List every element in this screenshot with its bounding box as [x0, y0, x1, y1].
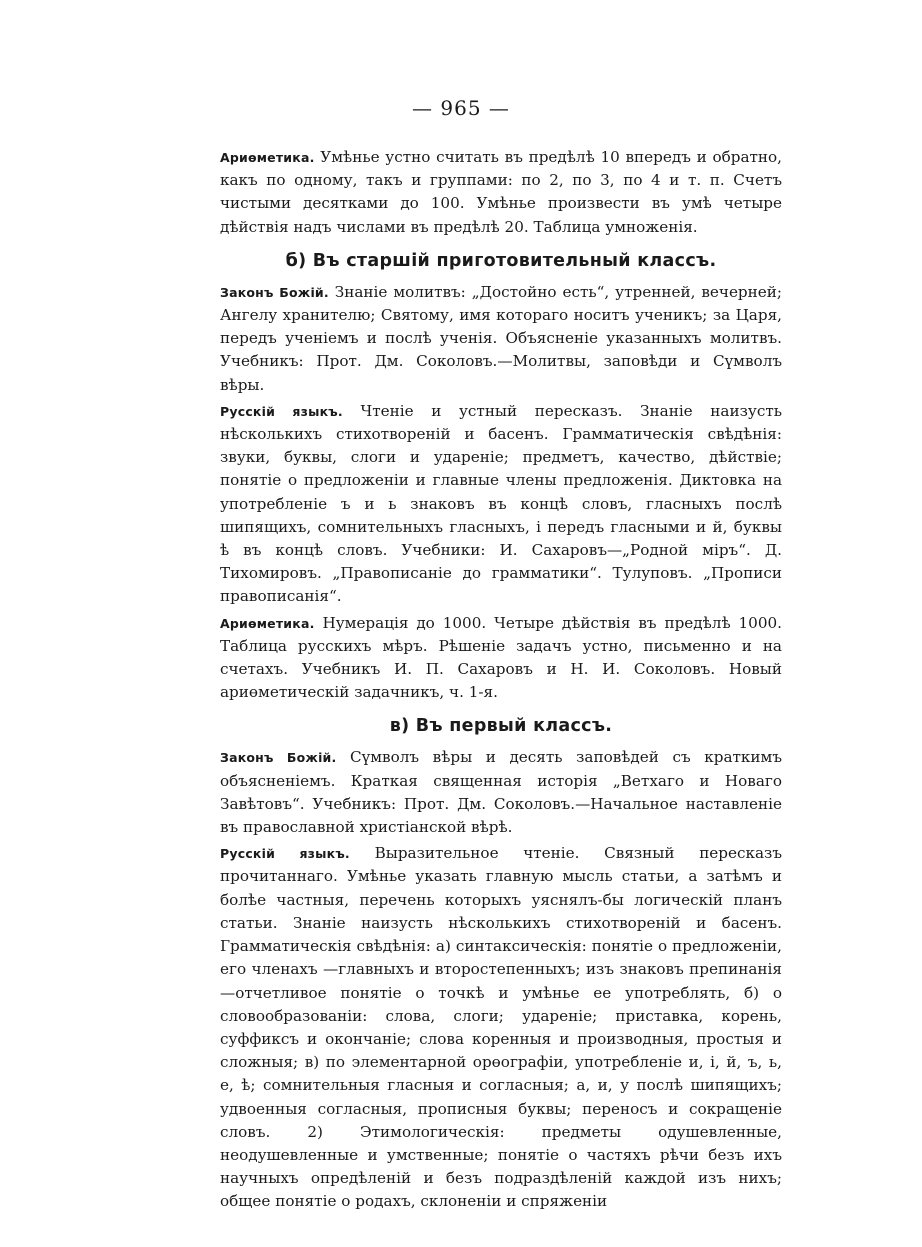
paragraph-russian-senior — [220, 400, 782, 609]
paragraph-text: Выразительное чтеніе. Связный пересказъ прочитаннаго. Умѣнье указать главную мысль статьи, а затѣмъ и болѣе частныя, перечень которыхъ уяснялъ-бы логическій планъ статьи. Знаніе наизусть нѣсколькихъ стихотвореній и басенъ. Грамматическія свѣдѣнія: а) синтаксическія: понятіе о предложеніи, его членахъ —главныхъ и второстепенныхъ; изъ знаковъ препинанія—отчетливое понятіе о точкѣ и умѣнье ее употреблять, б) о словообразованіи: слова, слоги; удареніе; приставка, корень, суффиксъ и окончаніе; слова коренныя и производныя, простыя и сложныя; в) по элементарной орөографіи, употребленіе и, і, й, ъ, ь, е, ѣ; сомнительныя гласныя и согласныя; а, и, у послѣ шипящихъ; удвоенныя согласныя, прописныя буквы; переносъ и сокращеніе словъ. 2) Этимологическія: предметы одушевленные, неодушевленные и умственные; понятіе о частяхъ рѣчи безъ ихъ научныхъ опредѣленій и безъ подраздѣленій каждой изъ нихъ; общее понятіе о родахъ, склоненіи и спряженіи — [220, 844, 783, 1211]
page-number: — 965 — — [412, 96, 510, 120]
subject-lead: Русскій языкъ. — [220, 846, 350, 862]
paragraph-text: Чтеніе и устный пересказъ. Знаніе наизусть нѣсколькихъ стихотвореній и басенъ. Грамматическія свѣдѣнія: звуки, буквы, слоги и удареніе; предметъ, качество, дѣйствіе; понятіе о предложеніи и главные члены предложенія. Диктовка на употребленіе ъ и ь знаковъ въ концѣ словъ, гласныхъ послѣ шипящихъ, сомнительныхъ гласныхъ, і передъ гласными и й, буквы ѣ въ концѣ словъ. Учебники: И. Сахаровъ—„Родной міръ“. Д. Тихомировъ. „Правописаніе до грамматики“. Тулуповъ. „Прописи правописанія“. — [220, 401, 783, 606]
section-heading-senior-prep: б) Въ старшій приготовительный классъ. — [285, 250, 717, 271]
page-body — [220, 146, 782, 1217]
paragraph-text: Умѣнье устно считать въ предѣлѣ 10 впередъ и обратно, какъ по одному, такъ и группами: по 2, по 3, по 4 и т. п. Счетъ чистыми десятками до 100. Умѣнье произвести въ умѣ четыре дѣйствія надъ числами въ предѣлѣ 20. Таблица умноженія. — [220, 148, 782, 236]
subject-lead: Законъ Божій. — [220, 284, 329, 300]
subject-lead: Ариөметика. — [220, 150, 315, 165]
paragraph-text: Сүмволъ вѣры и десять заповѣдей съ краткимъ объясненіемъ. Краткая священная исторія „Ветхаго и Новаго Завѣтовъ“. Учебникъ: Прот. Дм. Соколовъ.—Начальное наставленіе въ православной христіанской вѣрѣ. — [220, 748, 782, 837]
paragraph-text: Знаніе молитвъ: „Достойно есть“, утренней, вечерней; Ангелу хранителю; Святому, имя котораго носитъ ученикъ; за Царя, передъ ученіемъ и послѣ ученія. Объясненіе указанныхъ молитвъ. Учебникъ: Прот. Дм. Соколовъ.—Молитвы, заповѣди и Сүмволъ вѣры. — [220, 282, 782, 394]
paragraph-text: Нумерація до 1000. Четыре дѣйствія въ предѣлѣ 1000. Таблица русскихъ мѣръ. Рѣшеніе задачъ устно, письменно и на счетахъ. Учебникъ И. П. Сахаровъ и Н. И. Соколовъ. Новый ариөметическій задачникъ, ч. 1-я. — [220, 613, 782, 702]
subject-lead: Ариөметика. — [220, 615, 315, 631]
paragraph-arithmetic-prep — [220, 146, 782, 239]
paragraph-russian-first — [220, 842, 782, 1213]
subject-lead: Русскій языкъ. — [220, 403, 343, 419]
section-heading-first-class: в) Въ первый классъ. — [389, 716, 613, 737]
paragraph-law-of-god-senior — [220, 281, 782, 397]
paragraph-arithmetic-senior — [220, 612, 782, 705]
paragraph-law-of-god-first — [220, 746, 782, 839]
subject-lead: Законъ Божій. — [220, 750, 337, 766]
